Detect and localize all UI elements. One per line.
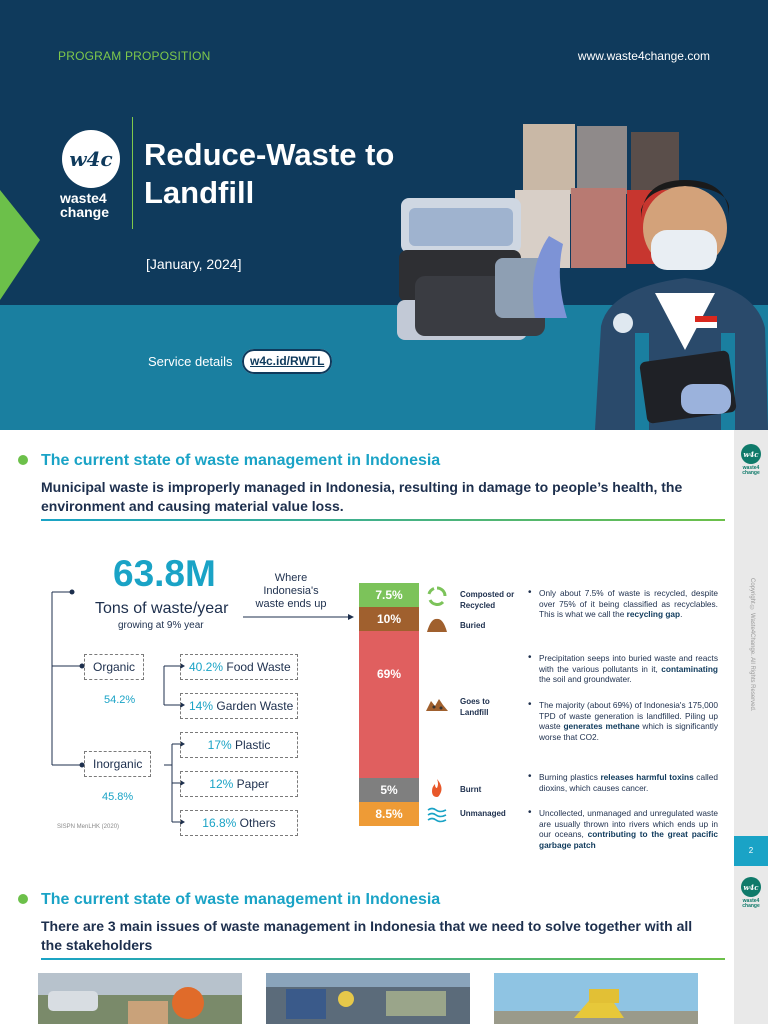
note-burnt: • Burning plastics releases harmful toxins called dioxins, which causes cancer. [528,772,718,793]
stack-segment-unmanaged: 8.5% [359,802,419,826]
sidebar-logo-icon-2: w4c [741,877,761,897]
growth-rate: growing at 9% year [118,620,204,631]
copyright-text: Copyright © Waste4Change. All Rights Reserved. [749,578,755,712]
logo-line-1: waste4 [60,190,107,206]
legend-landfill: Goes to Landfill [460,697,490,717]
fire-icon [426,778,448,798]
garden-waste-label: Garden Waste [216,699,294,713]
plastic-label: Plastic [235,738,271,752]
plastic-percent: 17% [207,738,232,752]
organic-percent: 54.2% [104,694,136,706]
service-details-link[interactable]: w4c.id/RWTL [242,349,332,374]
note-landfill: • The majority (about 69%) of Indonesia's 175,000 TPD of waste generation is landfilled. Piling up waste generates methane which is significantly worse that CO2. [528,700,718,742]
total-waste-label: Tons of waste/year [95,600,229,617]
recycle-icon [426,586,448,606]
water-waves-icon [426,804,448,824]
inorganic-percent: 45.8% [102,791,134,803]
stack-segment-buried: 10% [359,607,419,631]
inorganic-node: Inorganic [84,751,151,777]
garden-waste-node [180,693,298,719]
section-subtitle: Municipal waste is improperly managed in Indonesia, resulting in damage to people’s health, the environment and causing material value loss. [41,479,683,514]
paper-label: Paper [236,777,269,791]
section2-title: The current state of waste management in Indonesia [41,891,441,908]
dirt-pile-icon [426,614,448,634]
service-details-label: Service details [148,354,233,369]
note-recycling: • Only about 7.5% of waste is recycled, despite over 75% of it being classified as recyclables. This is what we call the recycling gap. [528,588,718,620]
sidebar-logo-caption-2: waste4 change [742,898,760,909]
section2-bullet [18,894,28,904]
paper-node [180,771,298,797]
sidebar-logo-caption: waste4 change [742,465,760,476]
stack-segment-goes-to-landfill: 69% [359,631,419,778]
sidebar-logo-icon: w4c [741,444,761,464]
organic-node: Organic [84,654,144,680]
where-waste-ends-label: Where Indonesia's waste ends up [255,572,327,610]
logo-line-2: change [60,204,110,220]
stack-segment-burnt: 5% [359,778,419,802]
section2-rule [41,958,725,960]
section2-subtitle: There are 3 main issues of waste management in Indonesia that we need to solve together with all the stakeholders [41,918,693,953]
landfill-excavator-photo [494,973,698,1024]
legend-unmanaged: Unmanaged [460,809,506,818]
total-waste-figure: 63.8M [113,553,216,594]
section-title: The current state of waste management in Indonesia [41,452,441,469]
others-label: Others [239,816,276,830]
note-buried: • Precipitation seeps into buried waste and reacts with the various pollutants in it, contaminating the soil and groundwater. [528,653,718,685]
stack-segment-composted-or-recycled: 7.5% [359,583,419,607]
cover-title: Reduce-Waste to Landfill [144,137,395,210]
food-waste-node [180,654,298,680]
page-number: 2 [734,836,768,866]
note-unmanaged: • Uncollected, unmanaged and unregulated waste are usually thrown into rivers which ends up in our oceans, contributing to the great pacific garbage patch [528,808,718,850]
cover-date: [January, 2024] [146,256,242,272]
garden-waste-percent: 14% [189,699,214,713]
legend-buried: Buried [460,621,486,630]
cover-tag: PROGRAM PROPOSITION [58,49,211,63]
legend-composted: Composted or Recycled [460,590,515,610]
food-waste-percent: 40.2% [189,660,224,674]
landfill-icon [426,693,448,713]
street-waste-photo [38,973,242,1024]
plastic-node [180,732,298,758]
website-url[interactable]: www.waste4change.com [577,49,710,63]
food-waste-label: Food Waste [226,660,291,674]
legend-burnt: Burnt [460,785,482,794]
paper-percent: 12% [209,777,234,791]
river-waste-photo [266,973,470,1024]
others-node [180,810,298,836]
data-source: SISPN MenLHK (2020) [57,824,120,830]
waste4change-logo-icon: w4c [62,130,120,188]
others-percent: 16.8% [202,816,237,830]
